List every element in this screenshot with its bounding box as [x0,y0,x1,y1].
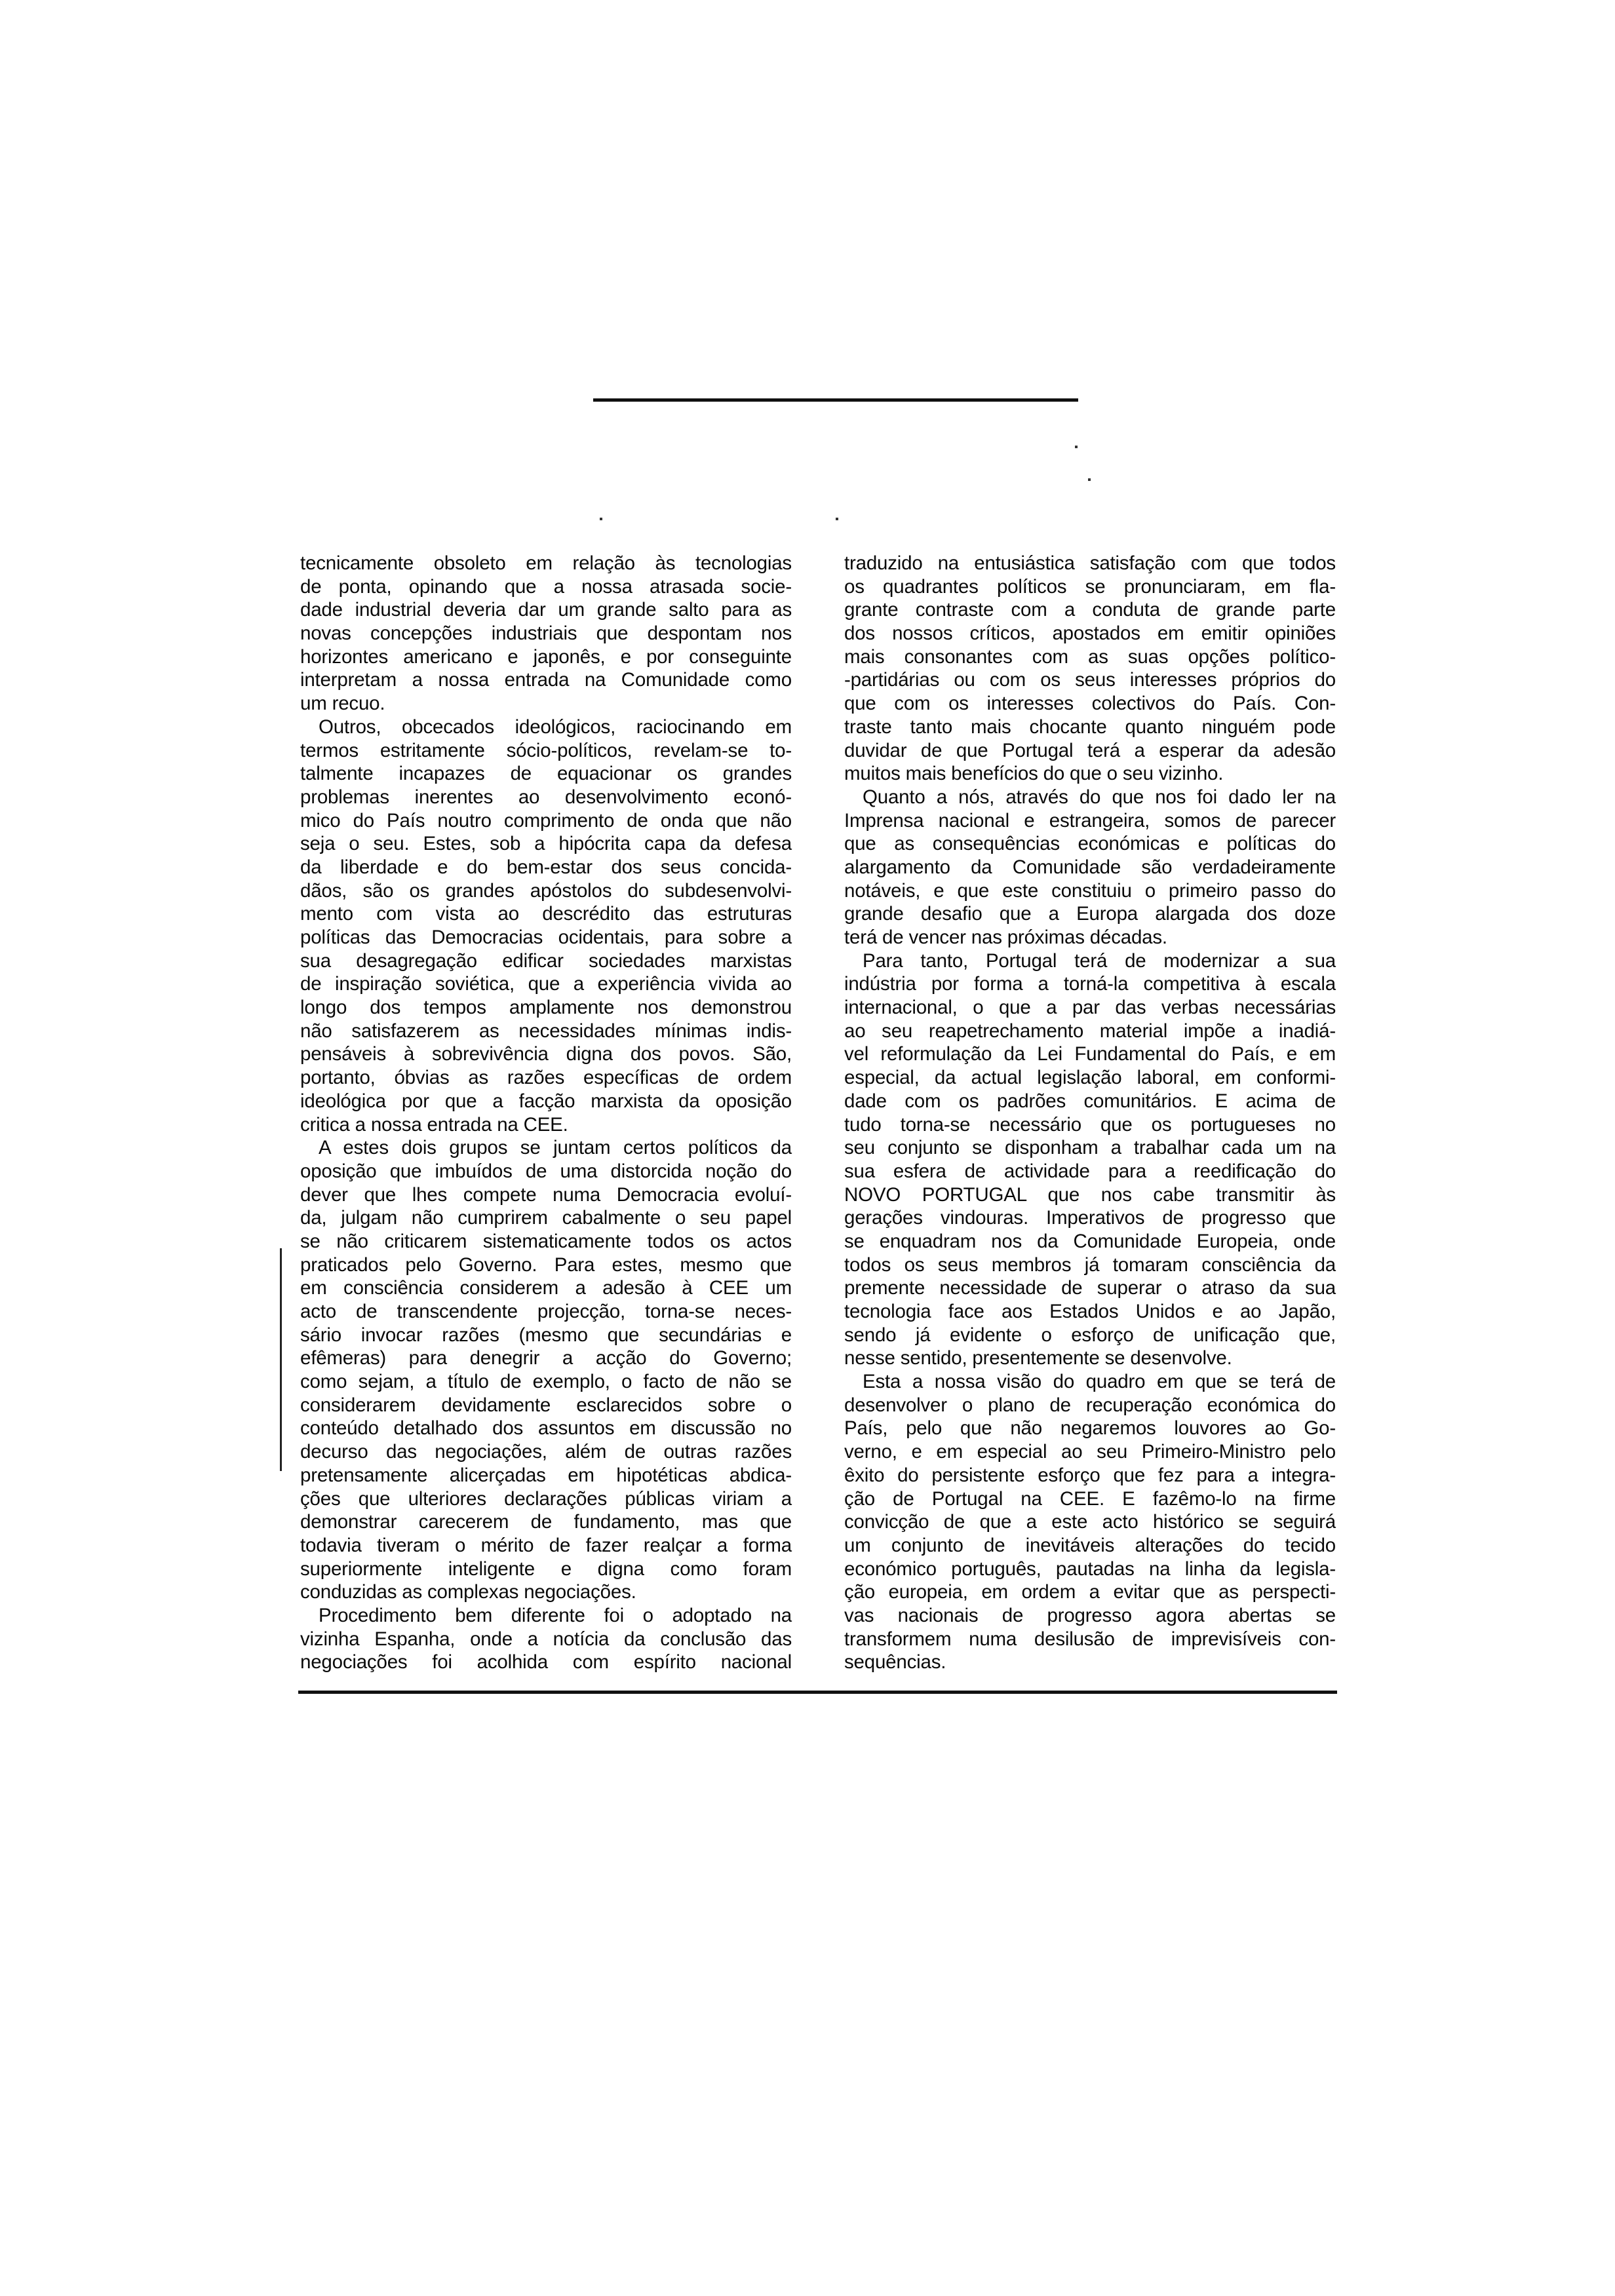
text-line: ideológica por que a facção marxista da oposição [300,1090,792,1112]
margin-mark [280,1248,282,1471]
text-line: vas nacionais de progresso agora abertas se [844,1604,1336,1626]
text-line: Procedimento bem diferente foi o adoptado na [319,1604,792,1626]
text-line: desenvolver o plano de recuperação económica do [844,1394,1336,1416]
text-line: grande desafio que a Europa alargada dos doze [844,903,1336,925]
text-line: os quadrantes políticos se pronunciaram, em fla- [844,575,1336,598]
text-line: Quanto a nós, através do que nos foi dado ler na [863,786,1336,808]
paragraph [300,552,792,716]
scan-speck [600,518,602,520]
text-line: mento com vista ao descrédito das estruturas [300,903,792,925]
text-line: sequências. [844,1651,946,1674]
text-line: novas concepções industriais que despontam nos [300,622,792,645]
text-line: dever que lhes compete numa Democracia evoluí- [300,1183,792,1206]
text-line: políticas das Democracias ocidentais, para sobre a [300,927,792,948]
text-line: transformem numa desilusão de imprevisíveis con- [844,1628,1336,1650]
text-line: de inspiração soviética, que a experiência vivida ao [300,973,792,995]
text-line: efêmeras) para denegrir a acção do Governo; [300,1347,792,1369]
text-line: Outros, obcecados ideológicos, raciocinando em [319,716,792,738]
text-line: ção europeia, em ordem a evitar que as perspecti- [844,1581,1336,1603]
text-line: internacional, o que a par das verbas necessárias [844,997,1336,1019]
text-line: pretensamente alicerçadas em hipotéticas abdica- [300,1464,792,1486]
text-line: da, julgam não cumprirem cabalmente o seu papel [300,1207,792,1229]
text-line: termos estritamente sócio-políticos, revelam-se to- [300,739,792,761]
text-line: pensáveis à sobrevivência digna dos povos. São, [300,1043,792,1065]
text-line: portanto, óbvias as razões específicas de ordem [300,1067,792,1089]
text-line: tecnicamente obsoleto em relação às tecnologias [300,552,792,574]
text-line: notáveis, e que este constituiu o primeiro passo do [844,879,1336,902]
text-line: alargamento da Comunidade são verdadeiramente [844,856,1336,878]
text-line: acto de transcendente projecção, torna-se neces- [300,1301,792,1322]
text-line: que com os interesses colectivos do País. Con- [844,693,1336,715]
text-line: todavia tiveram o mérito de fazer realçar a forma [300,1534,792,1556]
paragraph [844,552,1336,786]
text-line: Imprensa nacional e estrangeira, somos de parecer [844,809,1336,832]
text-line: de ponta, opinando que a nossa atrasada socie- [300,575,792,598]
paragraph [844,949,1336,1370]
text-line: todos os seus membros já tomaram consciência da [844,1253,1336,1276]
text-line: praticados pelo Governo. Para estes, mesmo que [300,1253,792,1276]
top-rule [593,398,1078,402]
text-line: um recuo. [300,693,385,715]
text-line: negociações foi acolhida com espírito nacional [300,1651,792,1674]
text-line: conteúdo detalhado dos assuntos em discussão no [300,1417,792,1440]
text-line: grante contraste com a conduta de grande parte [844,599,1336,621]
text-line: traste tanto mais chocante quanto ninguém pode [844,716,1336,738]
text-line: especial, da actual legislação laboral, em conformi- [844,1067,1336,1089]
text-line: indústria por forma a torná-la competitiva à escala [844,973,1336,995]
text-line: oposição que imbuídos de uma distorcida noção do [300,1160,792,1182]
text-line: mais consonantes com as suas opções político- [844,645,1336,668]
text-line: em consciência considerem a adesão à CEE um [300,1277,792,1299]
text-line: êxito do persistente esforço que fez para a integra- [844,1464,1336,1486]
text-line: não satisfazerem as necessidades mínimas indis- [300,1020,792,1042]
text-line: Para tanto, Portugal terá de modernizar a sua [863,949,1336,972]
text-line: interpretam a nossa entrada na Comunidade como [300,669,792,691]
text-line: traduzido na entusiástica satisfação com que todos [844,552,1336,574]
text-line: decurso das negociações, além de outras razões [300,1441,792,1463]
text-line: tecnologia face aos Estados Unidos e ao Japão, [844,1301,1336,1322]
text-line: horizontes americano e japonês, e por conseguinte [300,645,792,668]
text-line: talmente incapazes de equacionar os grandes [300,763,792,785]
paragraph [844,786,1336,949]
text-line: critica a nossa entrada na CEE. [300,1113,568,1136]
text-line: dade com os padrões comunitários. E acima de [844,1090,1336,1112]
right-column [844,552,1336,1674]
text-line: se enquadram nos da Comunidade Europeia, onde [844,1230,1336,1252]
text-line: económico português, pautadas na linha da legisla- [844,1558,1336,1580]
text-line: sendo já evidente o esforço de unificação que, [844,1324,1336,1346]
text-line: muitos mais benefícios do que o seu vizinho. [844,763,1224,785]
scan-speck [1088,478,1091,481]
text-line: longo dos tempos amplamente nos demonstrou [300,997,792,1019]
text-line: como sejam, a título de exemplo, o facto de não se [300,1371,792,1393]
text-line: sário invocar razões (mesmo que secundárias e [300,1324,792,1346]
text-line: sua esfera de actividade para a reedificação do [844,1160,1336,1182]
text-line: gerações vindouras. Imperativos de progresso que [844,1207,1336,1229]
text-line: mico do País noutro comprimento de onda que não [300,809,792,832]
text-line: País, pelo que não negaremos louvores ao Go- [844,1417,1336,1440]
text-line: se não criticarem sistematicamente todos os actos [300,1230,792,1252]
text-line: sua desagregação edificar sociedades marxistas [300,949,792,972]
text-line: que as consequências económicas e políticas do [844,833,1336,855]
text-line: um conjunto de inevitáveis alterações do tecido [844,1534,1336,1556]
text-line: duvidar de que Portugal terá a esperar da adesão [844,739,1336,761]
text-line: -partidárias ou com os seus interesses próprios do [844,669,1336,691]
paragraph [844,1370,1336,1674]
text-line: convicção de que a este acto histórico se seguirá [844,1511,1336,1533]
text-line: ção de Portugal na CEE. E fazêmo-lo na firme [844,1487,1336,1510]
text-line: terá de vencer nas próximas décadas. [844,927,1167,948]
text-line: conduzidas as complexas negociações. [300,1581,636,1603]
text-line: ao seu reapetrechamento material impõe a inadiá- [844,1020,1336,1042]
text-line: vizinha Espanha, onde a notícia da conclusão das [300,1628,792,1650]
text-line: dos nossos críticos, apostados em emitir opiniões [844,622,1336,645]
text-line: verno, e em especial ao seu Primeiro-Ministro pelo [844,1441,1336,1463]
text-line: nesse sentido, presentemente se desenvolve. [844,1347,1232,1369]
text-line: problemas inerentes ao desenvolvimento econó- [300,786,792,808]
text-line: considerarem devidamente esclarecidos sobre o [300,1394,792,1416]
text-line: vel reformulação da Lei Fundamental do País, e em [844,1043,1336,1065]
bottom-rule [298,1691,1337,1694]
text-line: dade industrial deveria dar um grande salto para as [300,599,792,621]
text-line: premente necessidade de superar o atraso da sua [844,1277,1336,1299]
text-line: dãos, são os grandes apóstolos do subdesenvolvi- [300,879,792,902]
paragraph [300,716,792,1136]
scan-speck [836,518,838,520]
text-line: ções que ulteriores declarações públicas viriam a [300,1487,792,1510]
text-line: da liberdade e do bem-estar dos seus concida- [300,856,792,878]
text-line: seu conjunto se disponham a trabalhar cada um na [844,1137,1336,1159]
text-line: Esta a nossa visão do quadro em que se terá de [863,1371,1336,1393]
paragraph [300,1604,792,1674]
text-line: tudo torna-se necessário que os portugueses no [844,1113,1336,1136]
text-line: NOVO PORTUGAL que nos cabe transmitir às [844,1183,1336,1206]
text-line: A estes dois grupos se juntam certos políticos da [319,1137,792,1159]
paragraph [300,1136,792,1604]
text-line: demonstrar carecerem de fundamento, mas que [300,1511,792,1533]
scan-speck [1075,446,1078,448]
text-line: seja o seu. Estes, sob a hipócrita capa da defesa [300,833,792,855]
left-column [300,552,792,1674]
text-line: superiormente inteligente e digna como foram [300,1558,792,1580]
